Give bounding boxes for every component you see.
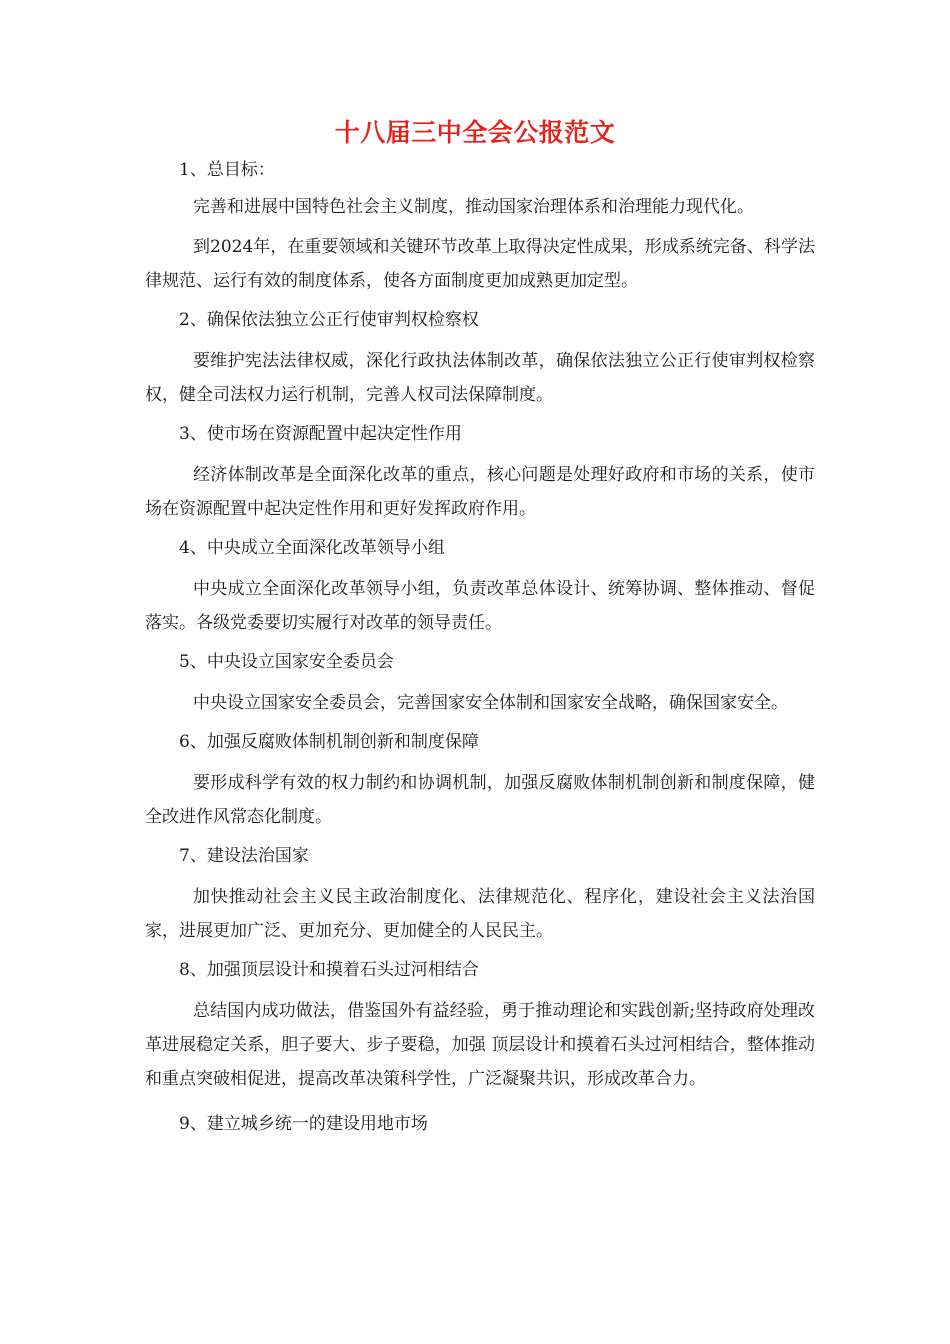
section-paragraph: 中央设立国家安全委员会，完善国家安全体制和国家安全战略，确保国家安全。	[193, 693, 788, 713]
section-paragraph: 要形成科学有效的权力制约和协调机制，加强反腐败体制机制创新和制度保障，健全改进作风常态化制度。	[145, 773, 815, 827]
section-heading: 8、加强顶层设计和摸着石头过河相结合	[179, 960, 479, 980]
section-heading: 2、确保依法独立公正行使审判权检察权	[179, 310, 479, 330]
section-heading: 3、使市场在资源配置中起决定性作用	[179, 424, 462, 444]
section-paragraph: 总结国内成功做法，借鉴国外有益经验，勇于推动理论和实践创新;坚持政府处理改革进展稳定关系，胆子要大、步子要稳，加强 顶层设计和摸着石头过河相结合，整体推动和重点突破相促进，提高改革决策科学性，广泛凝聚共识，形成改革合力。	[145, 1001, 815, 1089]
section-paragraph: 中央成立全面深化改革领导小组，负责改革总体设计、统筹协调、整体推动、督促落实。各级党委要切实履行对改革的领导责任。	[145, 579, 815, 633]
section-paragraph: 要维护宪法法律权威，深化行政执法体制改革，确保依法独立公正行使审判权检察权，健全司法权力运行机制，完善人权司法保障制度。	[145, 351, 815, 405]
section-paragraph: 到2024年，在重要领域和关键环节改革上取得决定性成果，形成系统完备、科学法律规范、运行有效的制度体系，使各方面制度更加成熟更加定型。	[145, 237, 815, 291]
section-paragraph: 加快推动社会主义民主政治制度化、法律规范化、程序化，建设社会主义法治国家，进展更加广泛、更加充分、更加健全的人民民主。	[145, 887, 815, 941]
section-heading: 7、建设法治国家	[179, 846, 309, 866]
section-paragraph: 经济体制改革是全面深化改革的重点，核心问题是处理好政府和市场的关系，使市场在资源配置中起决定性作用和更好发挥政府作用。	[145, 465, 815, 519]
section-paragraph: 完善和进展中国特色社会主义制度，推动国家治理体系和治理能力现代化。	[193, 197, 754, 217]
section-heading: 4、中央成立全面深化改革领导小组	[179, 538, 445, 558]
section-heading: 9、建立城乡统一的建设用地市场	[179, 1114, 428, 1134]
section-heading: 6、加强反腐败体制机制创新和制度保障	[179, 732, 479, 752]
page-title: 十八届三中全会公报范文	[334, 118, 616, 147]
document-body	[145, 152, 815, 1142]
section-heading: 5、中央设立国家安全委员会	[179, 652, 394, 672]
section-heading: 1、总目标：	[179, 160, 275, 180]
